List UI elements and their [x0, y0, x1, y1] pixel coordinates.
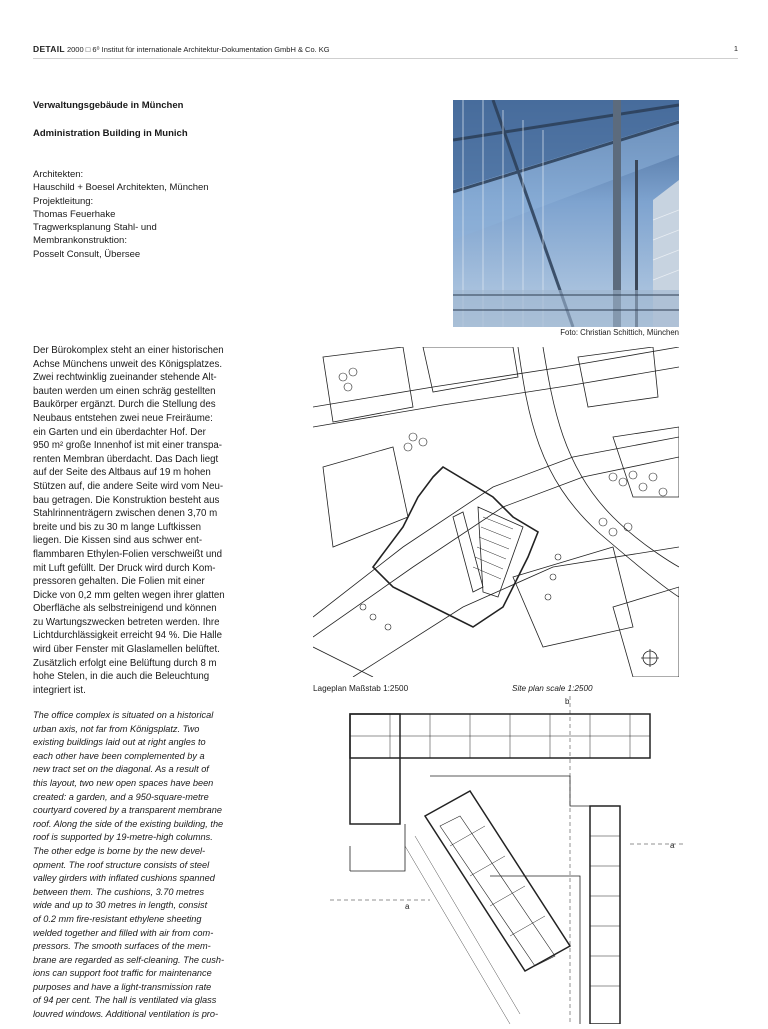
- text-line: 950 m² große Innenhof ist mit einer transpa-: [33, 440, 222, 452]
- text-line: Zusätzlich erfolgt eine Belüftung durch 8 m: [33, 657, 217, 669]
- text-line: integriert ist.: [33, 684, 86, 696]
- text-line: Baukörper ergänzt. Durch die Stellung des: [33, 399, 216, 411]
- text-line: wird über Fenster mit Glaslamellen belüftet.: [33, 644, 220, 656]
- site-plan-drawing: [313, 347, 679, 677]
- text-line: new tract set on the diagonal. As a result of: [33, 764, 209, 775]
- text-line: wide and up to 30 metres in length, consist: [33, 900, 208, 911]
- text-line: roof is supported by 19-metre-high columns.: [33, 832, 213, 843]
- header-rule: [33, 58, 738, 59]
- text-line: pressoren gehalten. Die Folien mit einer: [33, 576, 205, 588]
- text-line: breite und bis zu 30 m lange Luftkissen: [33, 521, 202, 533]
- text-line: ein Garten und ein überdachter Hof. Der: [33, 426, 206, 438]
- text-line: welded together and filled with air from com-: [33, 927, 214, 938]
- body-text-german: [33, 344, 261, 697]
- header-info: 2000 □ 6⁰ Institut für internationale Architektur-Dokumentation GmbH & Co. KG: [66, 45, 330, 54]
- text-line: pressors. The smooth surfaces of the mem-: [33, 941, 211, 952]
- text-line: Lichtdurchlässigkeit erreicht 94 %. Die Halle: [33, 630, 222, 642]
- text-line: of 0.2 mm fire-resistant ethylene sheeting: [33, 913, 202, 924]
- text-line: liegen. Die Kissen sind aus schwer ent-: [33, 535, 203, 547]
- page-number: 1: [733, 44, 738, 53]
- text-line: created: a garden, and a 950-square-metre: [33, 791, 209, 802]
- text-line: Achse Münchens unweit des Königsplatzes.: [33, 358, 223, 370]
- credits: [33, 168, 209, 261]
- text-line: each other have been complemented by a: [33, 750, 205, 761]
- text-line: Stahlrinnenträgern zwischen denen 3,70 m: [33, 508, 218, 520]
- text-line: this layout, two new open spaces have been: [33, 777, 214, 788]
- text-line: valley girders with inflated cushions spanned: [33, 873, 215, 884]
- credit-line: Thomas Feuerhake: [33, 208, 116, 220]
- title-german: Verwaltungsgebäude in München: [33, 100, 184, 111]
- credit-line: Projektleitung:: [33, 195, 94, 207]
- site-plan-caption-english: Site plan scale 1:2500: [512, 684, 593, 693]
- text-line: flammbaren Ethylen-Folien verschweißt und: [33, 548, 222, 560]
- floor-plan-drawing: [330, 696, 685, 1024]
- text-line: bauten werden um einen schräg gestellten: [33, 385, 216, 397]
- text-line: opment. The roof structure consists of steel: [33, 859, 210, 870]
- credit-line: Tragwerksplanung Stahl- und: [33, 222, 157, 234]
- page-header: [33, 44, 738, 54]
- text-line: The office complex is situated on a historical: [33, 710, 214, 720]
- text-line: renten Membran überdacht. Das Dach liegt: [33, 453, 219, 465]
- text-line: The other edge is borne by the new devel-: [33, 845, 206, 856]
- credit-line: Hauschild + Boesel Architekten, München: [33, 182, 209, 194]
- text-line: Dicke von 0,2 mm gelten wegen ihrer glatten: [33, 589, 225, 601]
- text-line: existing buildings laid out at right angles to: [33, 737, 206, 748]
- text-line: ions can support foot traffic for maintenance: [33, 968, 212, 979]
- text-line: Der Bürokomplex steht an einer historischen: [33, 345, 224, 356]
- credit-line: Architekten:: [33, 169, 84, 180]
- text-line: Stützen auf, die andere Seite wird vom Neu-: [33, 480, 224, 492]
- section-mark-a-left: a: [405, 902, 410, 911]
- courtyard-roof-photo: [453, 100, 679, 327]
- text-line: between them. The cushions, 3.70 metres: [33, 886, 205, 897]
- text-line: of 94 per cent. The hall is ventilated via glass: [33, 995, 217, 1006]
- text-line: purposes and have a light-transmission rate: [33, 981, 212, 992]
- credit-line: Membrankonstruktion:: [33, 235, 127, 247]
- text-line: hohe Stelen, in die auch die Beleuchtung: [33, 671, 210, 683]
- text-line: louvred windows. Additional ventilation is pro-: [33, 1009, 219, 1020]
- section-mark-b: b: [565, 697, 570, 706]
- site-plan-caption-german: Lageplan Maßstab 1:2500: [313, 684, 409, 693]
- text-line: bau getragen. Die Konstruktion besteht aus: [33, 494, 220, 506]
- credit-line: Posselt Consult, Übersee: [33, 248, 141, 260]
- text-line: Oberfläche als selbstreinigend und können: [33, 603, 217, 615]
- text-line: zu Wartungszwecken betreten werden. Ihre: [33, 616, 220, 628]
- text-line: brane are regarded as self-cleaning. The cush-: [33, 954, 225, 965]
- title-english: Administration Building in Munich: [33, 128, 188, 139]
- text-line: Zwei rechtwinklig zueinander stehende Alt-: [33, 372, 217, 384]
- text-line: courtyard covered by a transparent membrane: [33, 805, 222, 816]
- text-line: Neubaus entstehen zwei neue Freiräume:: [33, 412, 213, 424]
- text-line: urban axis, not far from Königsplatz. Two: [33, 723, 200, 734]
- text-line: auf der Seite des Altbaus auf 19 m hohen: [33, 467, 211, 479]
- journal-brand: DETAIL: [33, 44, 65, 54]
- photo-credit: Foto: Christian Schittich, München: [560, 328, 679, 337]
- section-mark-a-right: a: [670, 841, 675, 850]
- text-line: roof. Along the side of the existing building, the: [33, 818, 224, 829]
- body-text-english: [33, 709, 263, 1022]
- text-line: mit Luft gefüllt. Der Druck wird durch Kom-: [33, 562, 216, 574]
